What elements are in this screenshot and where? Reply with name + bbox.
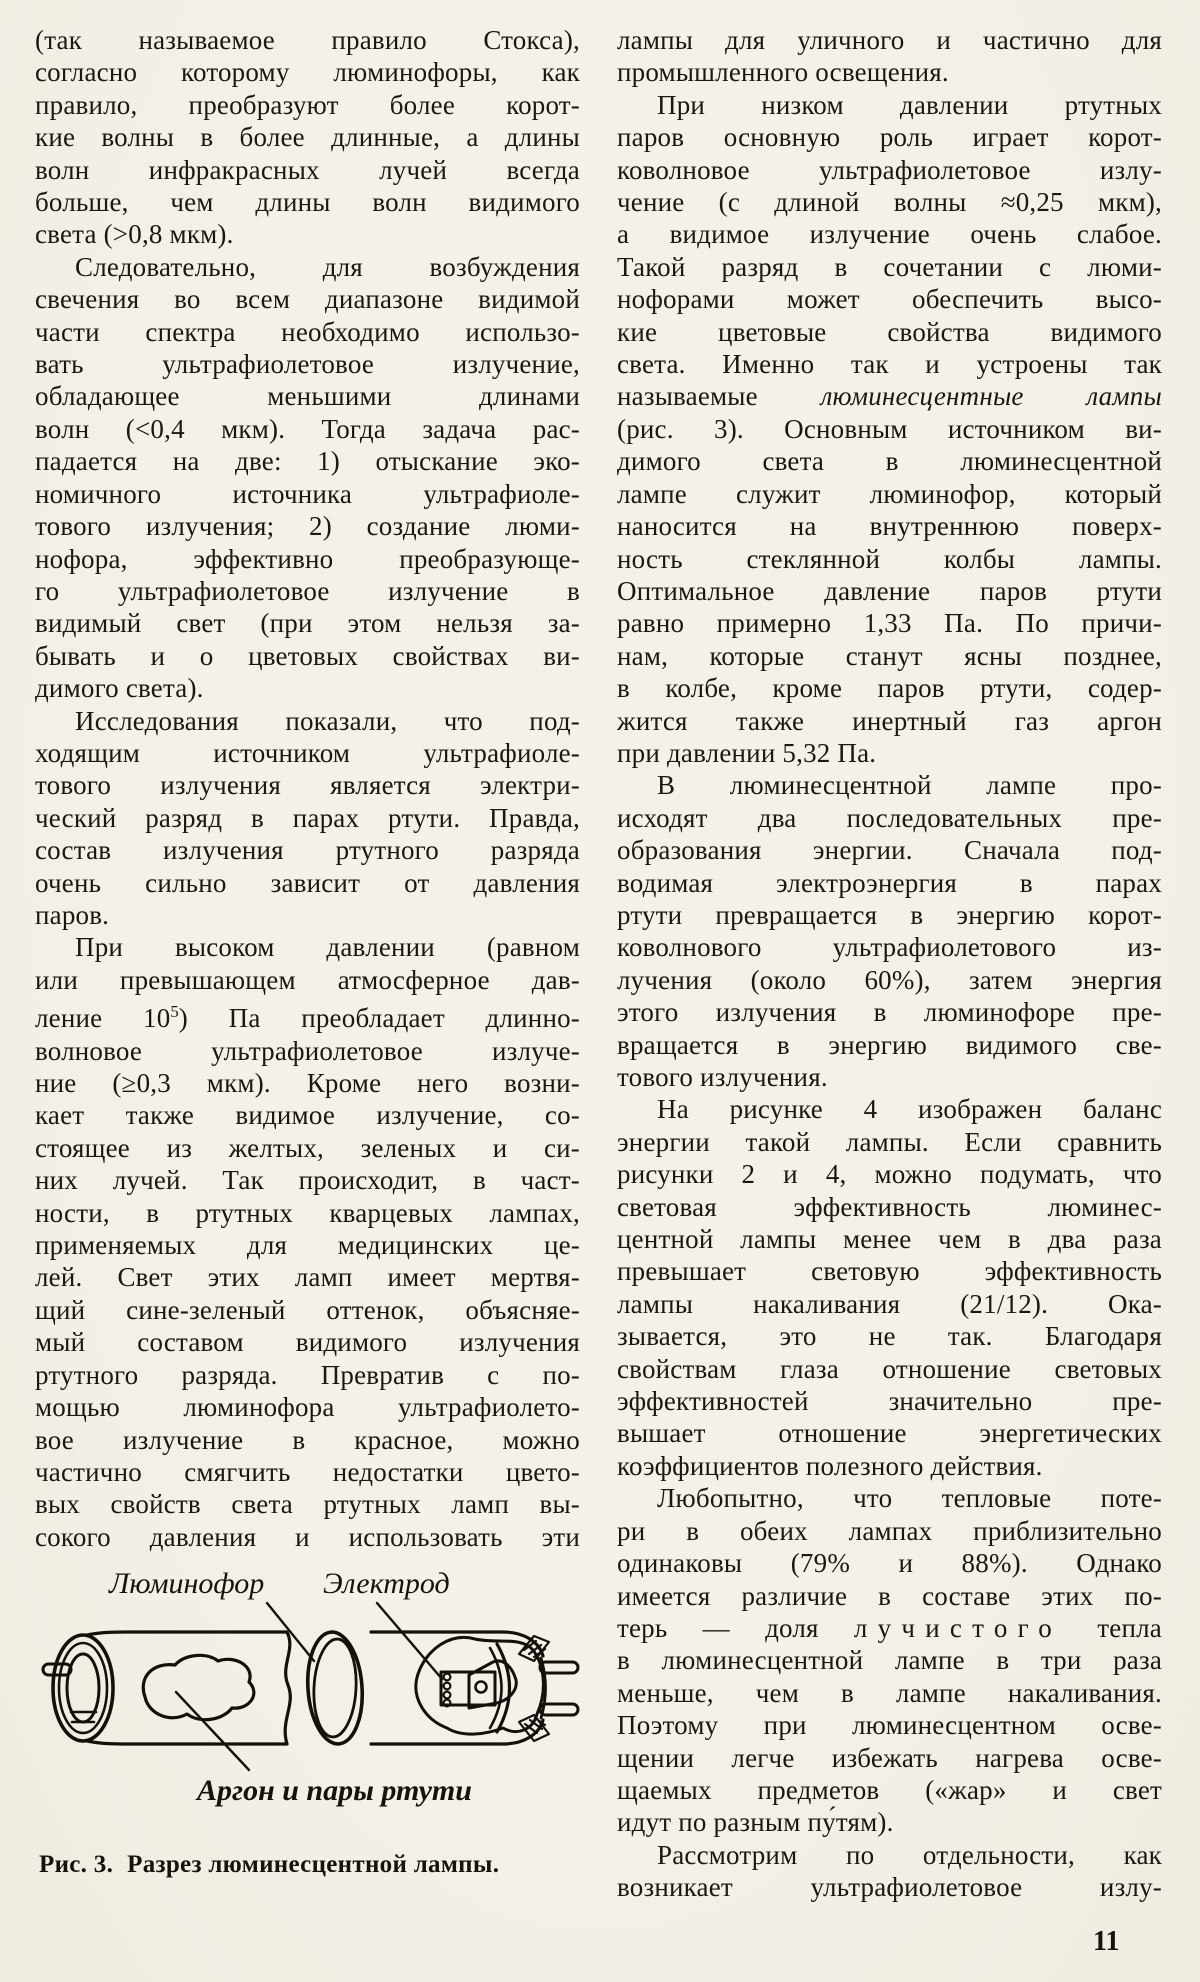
text-line: ри в обеих лампах приблизительно [617,1515,1162,1546]
text-line: го ультрафиолетовое излучение в [35,575,580,606]
text-line: Оптимальное давление паров ртути [617,575,1162,606]
text-line: лампы для уличного и частично для [617,25,1162,55]
text-line: димого света в люминесцентной [617,446,1162,477]
text-line: одинаковы (79% и 88%). Однако [617,1548,1162,1579]
text-line: бывать и о цветовых свойствах ви- [35,640,580,671]
text-line: частично смягчить недостатки цвето- [35,1456,580,1487]
leader-electrode [377,1603,442,1679]
text-segment-it: люминесцентные лампы [820,381,1162,412]
text-line: а видимое излучение очень слабое. [617,219,1162,250]
text-line: лампе служит люминофор, который [617,478,1162,509]
text-line: вать ультрафиолетовое излучение, [35,349,580,380]
text-line: правило, преобразуют более корот- [35,89,580,120]
text-line: света (>0,8 мкм). [35,219,234,250]
text-line: Рассмотрим по отдельности, как [657,1839,1162,1870]
text-line: идут по разным пу́тям). [617,1807,894,1838]
text-line: свечения во всем диапазоне видимой [35,284,580,315]
figure-label-luminophor: Люминофор [109,1567,265,1600]
text-line: кие цветовые свойства видимого [617,316,1162,347]
text-line: эффективностей значительно пре- [617,1386,1162,1417]
text-line: ние (≥0,3 мкм). Кроме него возни- [35,1068,580,1099]
text-line: тового излучения является электри- [35,770,580,801]
text-line: или превышающем атмосферное дав- [35,964,580,995]
text-line: части спектра необходимо использо- [35,316,580,347]
text-line: кие волны в более длинные, а длины [35,122,580,153]
text-line: вращается в энергию видимого све- [617,1029,1162,1060]
text-line: световая эффективность люминес- [617,1191,1162,1222]
text-line: терь — доля лучистого тепла [617,1612,1162,1643]
figure-caption-number: Рис. 3. [39,1851,114,1878]
text-line: энергии такой лампы. Если сравнить [617,1126,1162,1157]
text-line: ление $10^5$) Па преобладает длинно- [35,1002,580,1034]
text-line: Любопытно, что тепловые поте- [657,1483,1162,1514]
text-line: мый составом видимого излучения [35,1327,580,1358]
text-line: паров основную роль играет корот- [617,122,1162,153]
text-line: кает также видимое излучение, со- [35,1100,580,1131]
text-line: волновое ультрафиолетовое излуче- [35,1035,580,1066]
text-line: лей. Свет этих ламп имеет мертвя- [35,1262,580,1293]
text-line: вышает отношение энергетических [617,1418,1162,1449]
text-line: (рис. 3). Основным источником ви- [617,413,1162,444]
text-line: света. Именно так и устроены так [617,349,1162,380]
text-line: сокого давления и использовать эти [35,1521,580,1552]
text-line: вых свойств света ртутных ламп вы- [35,1489,580,1520]
text-line: падается на две: 1) отыскание эко- [35,446,580,477]
text-column-left [35,24,580,1553]
text-line: рисунки 2 и 4, можно подумать, что [617,1159,1162,1190]
text-line: называемые люминесцентные лампы [617,381,1162,412]
text-line: ческий разряд в парах ртути. Правда, [35,802,580,833]
text-line: ртути превращается в энергию корот- [617,899,1162,930]
text-line: очень сильно зависит от давления [35,867,580,898]
glass-stem-dome [490,1644,510,1732]
argon-vapor-blob [143,1655,254,1719]
text-line: димого света). [35,673,204,704]
text-line: номичного источника ультрафиоле- [35,478,580,509]
text-line: них лучей. Так происходит, в част- [35,1165,580,1196]
electrode-assembly [441,1661,516,1708]
text-line: водимая электроэнергия в парах [617,867,1162,898]
page-number: 11 [1093,1926,1120,1957]
cap-hatch-top [519,1636,549,1661]
text-line: Поэтому при люминесцентном осве- [617,1710,1162,1741]
text-line: меньше, чем в лампе накаливания. [617,1677,1162,1708]
text-line: имеется различие в составе этих по- [617,1580,1162,1611]
lamp-pin-top [540,1662,578,1673]
lamp-right-tube [371,1632,578,1744]
text-line: волн инфракрасных лучей всегда [35,154,580,185]
text-line: щении легче избежать нагрева осве- [617,1742,1162,1773]
text-line: нам, которые станут ясны позднее, [617,640,1162,671]
luminophor-ring [304,1630,366,1745]
text-line: коволнового ультрафиолетового из- [617,932,1162,963]
text-line: исходят два последовательных пре- [617,802,1162,833]
text-line: лучения (около 60%), затем энергия [617,964,1162,995]
text-line: Следовательно, для возбуждения [75,251,580,282]
text-line: жится также инертный газ аргон [617,705,1162,736]
figure-label-argon: Аргон и пары ртути [197,1774,472,1807]
text-line: этого излучения в люминофоре пре- [617,997,1162,1028]
text-line: Исследования показали, что под- [75,705,580,736]
text-line: вое излучение в красное, можно [35,1424,580,1455]
text-line: промышленного освещения. [617,57,949,88]
text-line: ность стеклянной колбы лампы. [617,543,1162,574]
text-line: в люминесцентной лампе в три раза [617,1645,1162,1676]
figure-label-electrode: Электрод [323,1567,450,1600]
text-line: При низком давлении ртутных [657,89,1162,120]
text-line: стоящее из желтых, зеленых и си- [35,1132,580,1163]
text-line: центной лампы менее чем в два раза [617,1224,1162,1255]
text-line: На рисунке 4 изображен баланс [657,1094,1162,1125]
electrode-mount-hole [476,1682,487,1693]
text-line: свойствам глаза отношение световых [617,1353,1162,1384]
text-line: видимый свет (при этом нельзя за- [35,608,580,639]
text-line: зывается, это не так. Благодаря [617,1321,1162,1352]
text-line: согласно которому люминофоры, как [35,57,580,88]
text-segment-sup: 5 [170,1002,179,1022]
text-line: больше, чем длины волн видимого [35,187,580,218]
text-line: лампы накаливания (21/12). Ока- [617,1288,1162,1319]
text-line: При высоком давлении (равном [75,932,580,963]
text-line: наносится на внутреннюю поверх- [617,511,1162,542]
text-line: ности, в ртутных кварцевых лампах, [35,1197,580,1228]
text-line: паров. [35,899,110,930]
text-segment-ls: лучистого [853,1612,1063,1643]
lamp-left-tube [43,1632,290,1744]
text-line: щаемых предметов («жар» и свет [617,1774,1162,1805]
text-line: ходящим источником ультрафиоле- [35,737,580,768]
text-line: нофорами может обеспечить высо- [617,284,1162,315]
text-line: тового излучения. [617,1062,828,1092]
leader-argon [176,1692,249,1770]
lamp-pin-bottom [540,1704,578,1715]
text-line: щий сине-зеленый оттенок, объясняе- [35,1294,580,1325]
text-line: коэффициентов полезного действия. [617,1450,1043,1481]
text-line: В люминесцентной лампе про- [657,770,1162,801]
text-line: образования энергии. Сначала под- [617,835,1162,866]
text-line: превышает световую эффективность [617,1256,1162,1287]
figure-lamp-cross-section [35,1562,595,1902]
text-line: обладающее меньшими длинами [35,381,580,412]
text-line: коволновое ультрафиолетовое излу- [617,154,1162,185]
text-line: тового излучения; 2) создание люми- [35,511,580,542]
text-column-right [617,24,1162,1904]
text-line: состав излучения ртутного разряда [35,835,580,866]
text-line: в колбе, кроме паров ртути, содер- [617,673,1162,704]
text-line: чение (с длиной волны ≈0,25 мкм), [617,187,1162,218]
text-line: (так называемое правило Стокса), [35,25,580,55]
text-line: при давлении 5,32 Па. [617,737,877,768]
text-line: волн (<0,4 мкм). Тогда задача рас- [35,413,580,444]
text-line: равно примерно 1,33 Па. По причи- [617,608,1162,639]
text-line: применяемых для медицинских це- [35,1230,580,1261]
text-line: ртутного разряда. Превратив с по- [35,1359,580,1390]
text-line: мощью люминофора ультрафиолето- [35,1392,580,1423]
figure-caption-text: Разрез люминесцентной лампы. [127,1851,500,1878]
text-line: нофора, эффективно преобразующе- [35,543,580,574]
text-line: возникает ультрафиолетовое излу- [617,1872,1162,1903]
figure-caption [39,1851,499,1879]
text-line: Такой разряд в сочетании с люми- [617,251,1162,282]
